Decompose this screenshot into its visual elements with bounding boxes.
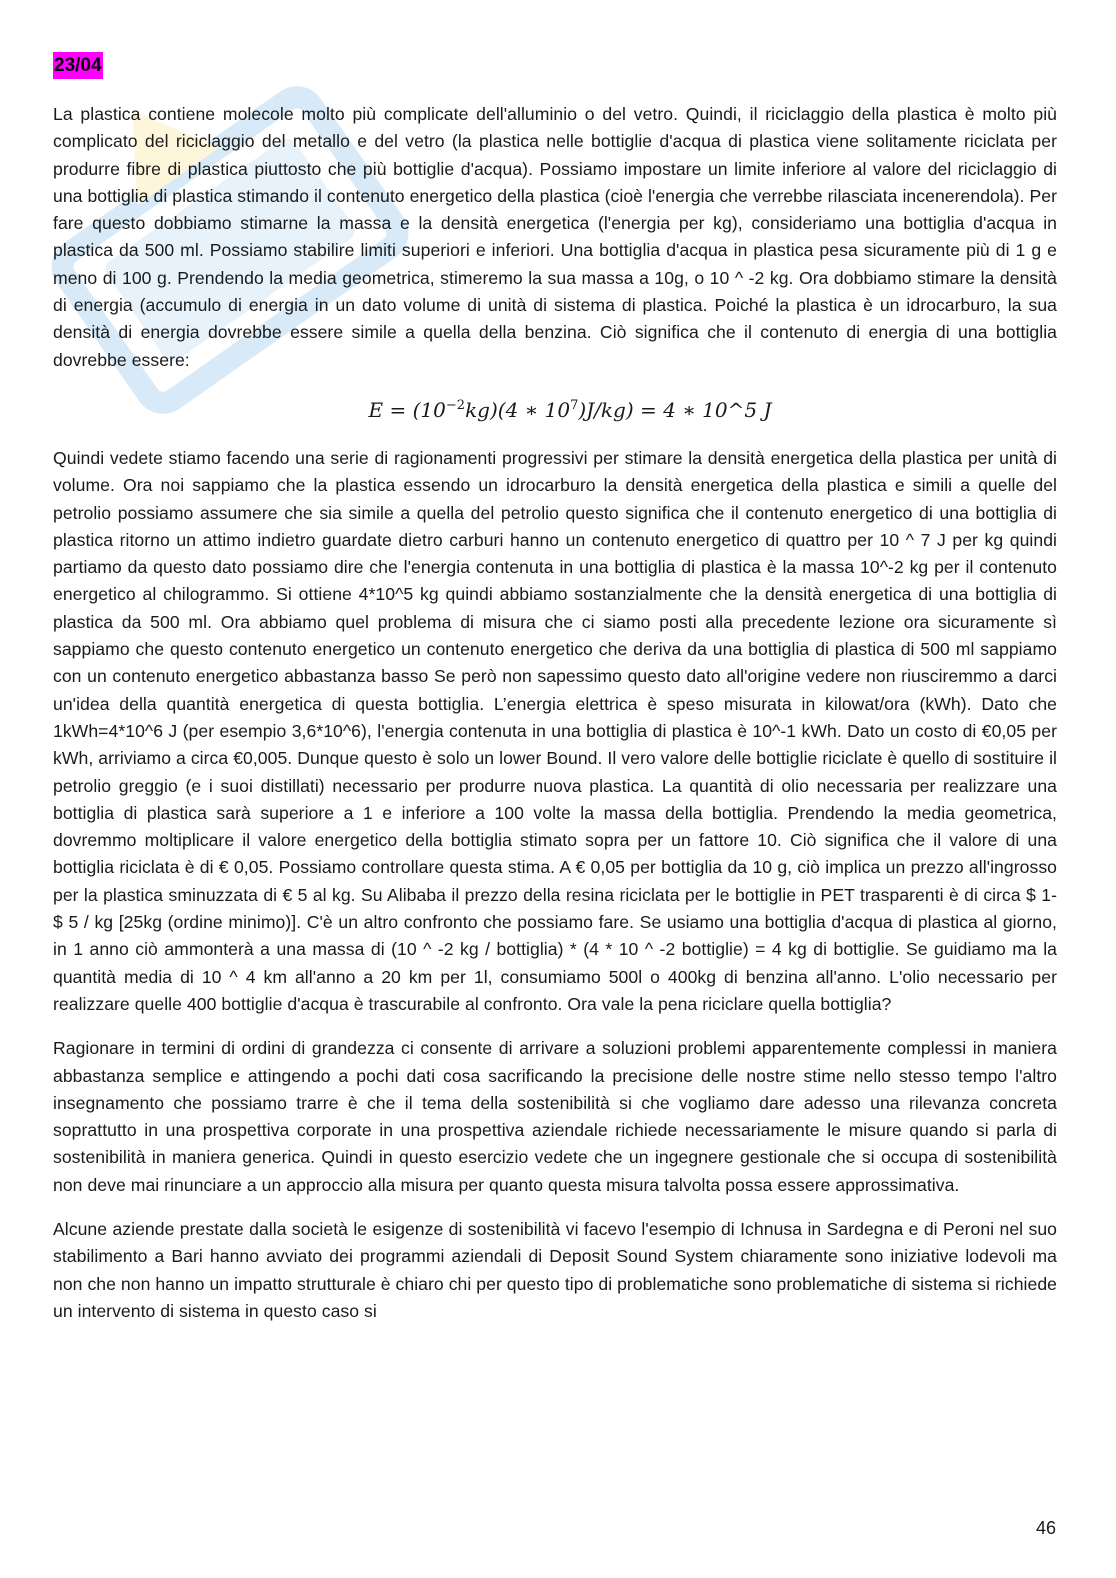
paragraph-companies: Alcune aziende prestate dalla società le esigenze di sostenibilità vi facevo l'esempio di Ichnusa in Sardegna e di Peroni nel suo stabilimento a Bari hanno avviato dei programmi aziendali di Deposit Sound System chiaramente sono iniziative lodevoli ma non che non hanno un impatto strutturale è chiaro chi per questo tipo di problematiche sono problematiche di sistema si richiede un intervento di sistema in questo caso si: [53, 1218, 1057, 1321]
paragraph-energy-estimate: Quindi vedete stiamo facendo una serie di ragionamenti progressivi per stimare la densità energetica della plastica per unità di volume. Ora noi sappiamo che la plastica essendo un idrocarburo la densità energetica della plastica e simili a quelle del petrolio possiamo assumere che sia simile a quella del petrolio questo significa che il contenuto energetico di una bottiglia di plastica ritorno un attimo indietro guardate dietro carburi hanno un contenuto energetico di quattro per 10 ^ 7 J per kg quindi partiamo da questo dato possiamo dire che l'energia contenuta in una bottiglia di plastica è la massa 10^-2 kg per il contenuto energetico al chilogrammo. Si ottiene 4*10^5 kg quindi abbiamo sostanzialmente che la densità energetica di una bottiglia di plastica da 500 ml. Ora abbiamo quel problema di misura che ci siamo posti alla precedente lezione ora sicuramente sì sappiamo che questo contenuto energetico un contenuto energetico che deriva da una bottiglia di plastica di 500 ml sappiamo con un contenuto energetico abbastanza basso Se però non sapessimo questo dato all'origine vedere non riusciremmo a darci un'idea della quantità energetica di questa bottiglia. L’energia elettrica è speso misurata in kilowat/ora (kWh). Dato che 1kWh=4*10^6 J (per esempio 3,6*10^6), l'energia contenuta in una bottiglia di plastica è 10^-1 kWh. Dato un costo di €0,05 per kWh, arriviamo a circa €0,005. Dunque questo è solo un lower Bound. Il vero valore delle bottiglie riciclate è quello di sostituire il petrolio greggio (e i suoi distillati) necessario per produrre nuova plastica. La quantità di olio necessaria per realizzare una bottiglia di plastica sarà superiore a 1 e inferiore a 100 volte la massa della bottiglia. Prendendo la media geometrica, dovremmo moltiplicare il valore energetico della bottiglia stimato sopra per un fattore 10. Ciò significa che il valore di una bottiglia riciclata è di € 0,05. Possiamo controllare questa stima. A € 0,05 per bottiglia da 10 g, ciò implica un prezzo all'ingrosso per la plastica sminuzzata di € 5 al kg. Su Alibaba il prezzo della resina riciclata per le bottiglie in PET trasparenti è di circa $ 1- $ 5 / kg [25kg (ordine minimo)]. C'è un altro confronto che possiamo fare. Se usiamo una bottiglia d'acqua di plastica al giorno, in 1 anno ciò ammonterà a una massa di (10 ^ -2 kg / bottiglia) * (4 * 10 ^ -2 bottiglie) = 4 kg di bottiglie. Se guidiamo ma la quantità media di 10 ^ 4 km all'anno a 20 km per 1l, consumiamo 500l o 400kg di benzina all'anno. L'olio necessario per realizzare quelle 400 bottiglie d'acqua è trascurabile al confronto. Ora vale la pena riciclare quella bottiglia?: [53, 447, 1057, 1014]
formula-energy-exponent: 7: [570, 397, 579, 413]
formula-lhs: E: [368, 397, 384, 422]
formula-mass-exponent: −2: [445, 397, 466, 413]
date-heading: 23/04: [53, 52, 103, 79]
formula-mass-unit: kg)(4 ∗ 10: [465, 397, 571, 422]
formula-mass-base: (10: [412, 397, 446, 422]
page-content: [53, 52, 1057, 1342]
paragraph-plastic-recycling: La plastica contiene molecole molto più complicate dell'alluminio o del vetro. Quindi, il riciclaggio della plastica è molto più complicato del riciclaggio del metallo e del vetro (la plastica nelle bottiglie d'acqua di plastica viene solitamente riciclata per produrre fibre di plastica piuttosto che più bottiglie d'acqua). Possiamo impostare un limite inferiore al valore del riciclaggio di una bottiglia di plastica stimando il contenuto energetico della plastica (cioè l'energia che verrebbe rilasciata incenerendola). Per fare questo dobbiamo stimarne la massa e la densità energetica (l'energia per kg), consideriamo una bottiglia d'acqua in plastica da 500 ml. Possiamo stabilire limiti superiori e inferiori. Una bottiglia d'acqua in plastica pesa sicuramente più di 1 g e meno di 100 g. Prendendo la media geometrica, stimeremo la sua massa a 10g, o 10 ^ -2 kg. Ora dobbiamo stimare la densità di energia (accumulo di energia in un dato volume di unità di sistema di plastica. Poiché la plastica è un idrocarburo, la sua densità di energia dovrebbe essere simile a quella della benzina. Ciò significa che il contenuto di energia di una bottiglia dovrebbe essere:: [53, 104, 1057, 370]
paragraph-order-of-magnitude: Ragionare in termini di ordini di grandezza ci consente di arrivare a soluzioni problemi apparentemente complessi in maniera abbastanza semplice e attingendo a pochi dati cosa sacrificando la precisione delle nostre stime nello stesso tempo l'altro insegnamento che possiamo trarre è che il tema della sostenibilità si che vogliamo dare adesso una rilevanza concreta soprattutto in una prospettiva corporate in una prospettiva aziendale richiede necessariamente le misure quando si parla di sostenibilità in maniera generica. Quindi in questo esercizio vedete che un ingegnere gestionale che si occupa di sostenibilità non deve mai rinunciare a un approccio alla misura per quanto questa misura talvolta possa essere approssimativa.: [53, 1038, 1057, 1195]
page-number: 46: [1035, 1518, 1056, 1538]
formula-energy-unit: )J/kg) = 4 ∗ 10^5 J: [578, 397, 772, 422]
formula-equals: =: [389, 397, 407, 422]
energy-formula: [53, 391, 1057, 425]
